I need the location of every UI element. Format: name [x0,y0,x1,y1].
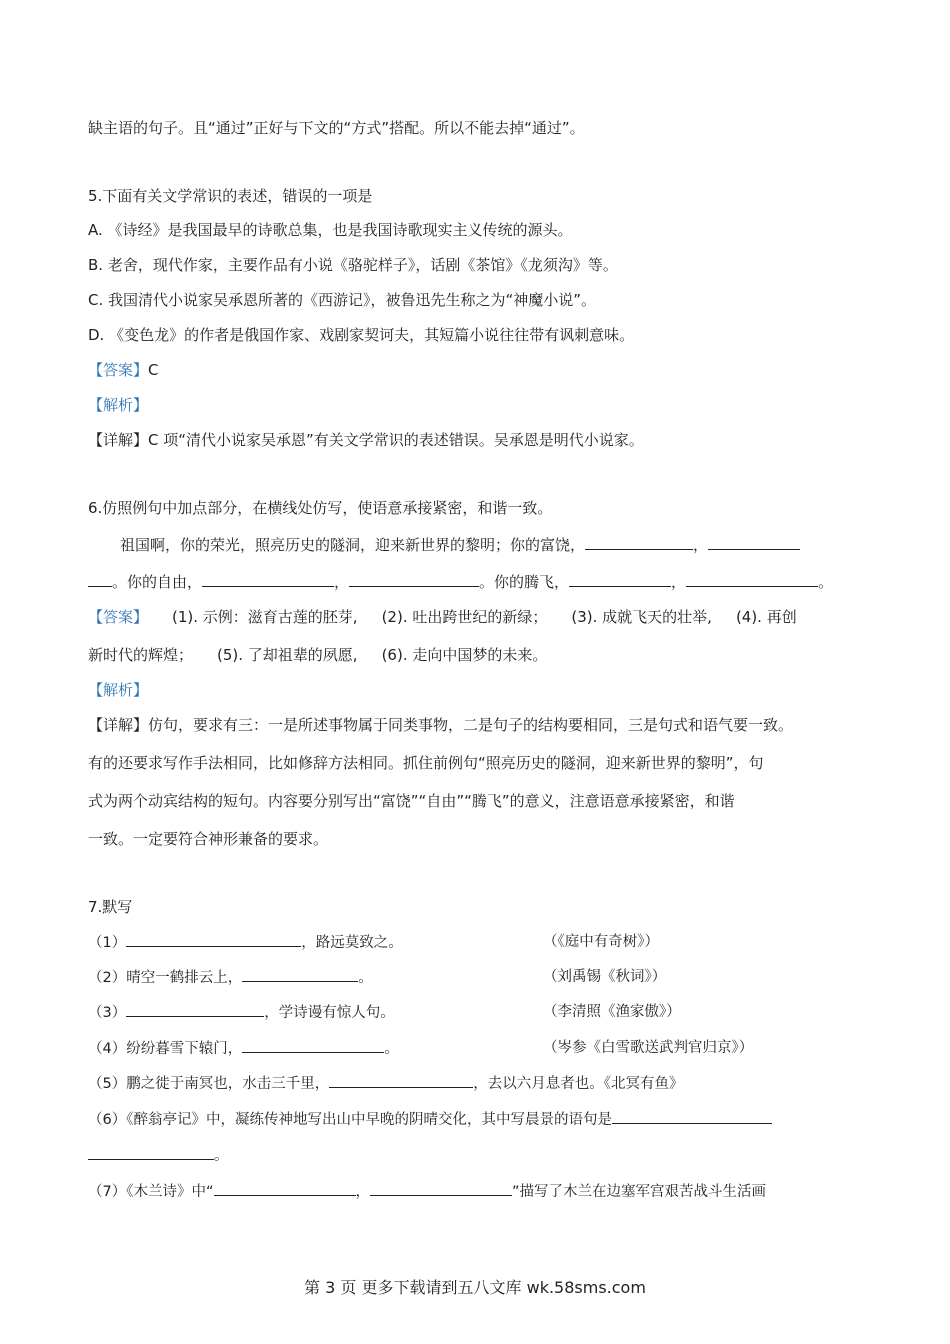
q6-detail-4: 一致。一定要符合神形兼备的要求。 [88,830,329,848]
q6-ans-6: (6). 走向中国梦的未来。 [381,646,548,664]
answer-value: C [148,361,159,379]
q6-example-line2 [88,572,833,592]
q7-item-6 [88,1109,772,1130]
q6-blank-2a [708,535,800,550]
q6-example-text: 祖国啊，你的荣光，照亮历史的隧洞，迎来新世界的黎明；你的富饶， [120,536,586,554]
q7-item-2-pre: （2）晴空一鹤排云上， [88,970,243,986]
q6-blank-6 [686,572,818,587]
q7-blank-1 [126,932,301,947]
q5-option-d: D. 《变色龙》的作者是俄国作家、戏剧家契诃夫，其短篇小说往往带有讽刺意味。 [88,326,635,344]
q5-option-a: A. 《诗经》是我国最早的诗歌总集，也是我国诗歌现实主义传统的源头。 [88,221,573,239]
q7-item-5-pre: （5）鹏之徙于南冥也，水击三千里， [88,1076,330,1092]
q6-ans-4: (4). 再创 [735,608,797,626]
q5-analysis-tag: 【解析】 [88,396,149,414]
q7-item-1 [88,932,659,953]
q7-item-3-post: ，学诗谩有惊人句。 [264,1005,395,1021]
answer-tag: 【答案】 [88,608,149,626]
q6-soar-text: 。你的腾飞， [479,573,570,591]
q6-example-line1 [120,535,800,555]
q5-option-c: C. 我国清代小说家吴承恩所著的《西游记》，被鲁迅先生称之为“神魔小说”。 [88,291,597,309]
q6-analysis-tag: 【解析】 [88,681,149,699]
q7-item-3-source: （李清照《渔家傲》） [543,1004,681,1020]
q5-option-b: B. 老舍，现代作家，主要作品有小说《骆驼样子》，话剧《茶馆》《龙须沟》等。 [88,256,618,274]
q6-blank-1 [585,535,693,550]
q7-blank-4 [242,1038,384,1053]
q7-item-4-source: （岑参《白雪歌送武判官归京》） [543,1040,754,1056]
q7-item-3 [88,1002,681,1023]
q7-stem: 7.默写 [88,898,133,916]
q6-ans-1: (1). 示例：滋育古莲的胚芽, [172,608,358,626]
q6-blank-2b [88,572,112,587]
q7-item-4 [88,1038,754,1059]
q5-stem: 5.下面有关文学常识的表述，错误的一项是 [88,187,373,205]
q6-stem: 6.仿照例句中加点部分，在横线处仿写，使语意承接紧密，和谐一致。 [88,499,553,517]
q6-blank-3 [202,572,334,587]
q6-detail-2: 有的还要求写作手法相同，比如修辞方法相同。抓住前例句“照亮历史的隧洞，迎来新世界的黎明”，句 [88,754,764,772]
q6-comma: ， [671,573,687,591]
q7-blank-6a [612,1109,772,1124]
q7-item-2-source: （刘禹锡《秋词》） [543,969,667,985]
q6-ans-2: (2). 吐出跨世纪的新绿； [381,608,548,626]
q7-blank-7b [370,1181,512,1196]
q7-item-5-post: ，去以六月息者也。《北冥有鱼》 [473,1076,684,1092]
q5-detail: 【详解】C 项“清代小说家吴承恩”有关文学常识的表述错误。吴承恩是明代小说家。 [88,431,644,449]
q7-blank-5 [329,1073,473,1088]
q7-blank-2 [242,967,358,982]
q7-item-5 [88,1073,683,1094]
intro-line: 缺主语的句子。且“通过”正好与下文的“方式”搭配。所以不能去掉“通过”。 [88,119,585,137]
q6-answer-line2 [88,645,547,665]
q7-item-7-post: ”描写了木兰在边塞军宫艰苦战斗生活画 [512,1184,767,1200]
q6-ans-4-cont: 新时代的辉煌； [88,646,194,664]
q7-item-1-post: ，路远莫致之。 [301,935,403,951]
q6-freedom-text: 。你的自由， [112,573,203,591]
q7-item-6-cont [88,1145,229,1166]
q6-detail-1: 【详解】仿句，要求有三：一是所述事物属于同类事物，二是句子的结构要相同，三是句式和语气要一致。 [88,716,794,734]
q5-answer [88,360,159,380]
q7-item-2-post: 。 [358,970,373,986]
q7-item-4-post: 。 [384,1041,399,1057]
q6-comma: ， [334,573,350,591]
q7-item-3-pre: （3） [88,1005,127,1021]
q6-answer-line1 [88,607,797,627]
q7-item-6-text: （6）《醉翁亭记》中，凝练传神地写出山中早晚的阴晴交化，其中写晨景的语句是 [88,1112,612,1128]
answer-tag: 【答案】 [88,361,149,379]
q7-item-2 [88,967,667,988]
q7-blank-7a [214,1181,356,1196]
q7-item-1-source: （《庭中有奇树》） [543,934,659,950]
q6-ans-5: (5). 了却祖辈的夙愿, [217,646,358,664]
q6-period: 。 [818,573,834,591]
q7-item-7-pre: （7）《木兰诗》中“ [88,1184,214,1200]
q7-item-7-mid: ， [355,1184,370,1200]
q6-ans-3: (3). 成就飞天的壮举, [571,608,712,626]
q7-blank-6b [88,1145,214,1160]
q7-item-6-end: 。 [214,1148,229,1164]
q6-detail-3: 式为两个动宾结构的短句。内容要分别写出“富饶”“自由”“腾飞”的意义，注意语意承接紧密，和谐 [88,792,735,810]
q7-item-1-pre: （1） [88,935,127,951]
q6-blank-5 [569,572,671,587]
q7-item-7 [88,1181,766,1202]
page-footer: 第 3 页 更多下载请到五八文库 wk.58sms.com [304,1278,646,1297]
q7-blank-3 [126,1002,264,1017]
q6-comma: ， [693,536,709,554]
q7-item-4-pre: （4）纷纷暮雪下辕门， [88,1041,243,1057]
q6-blank-4 [349,572,479,587]
